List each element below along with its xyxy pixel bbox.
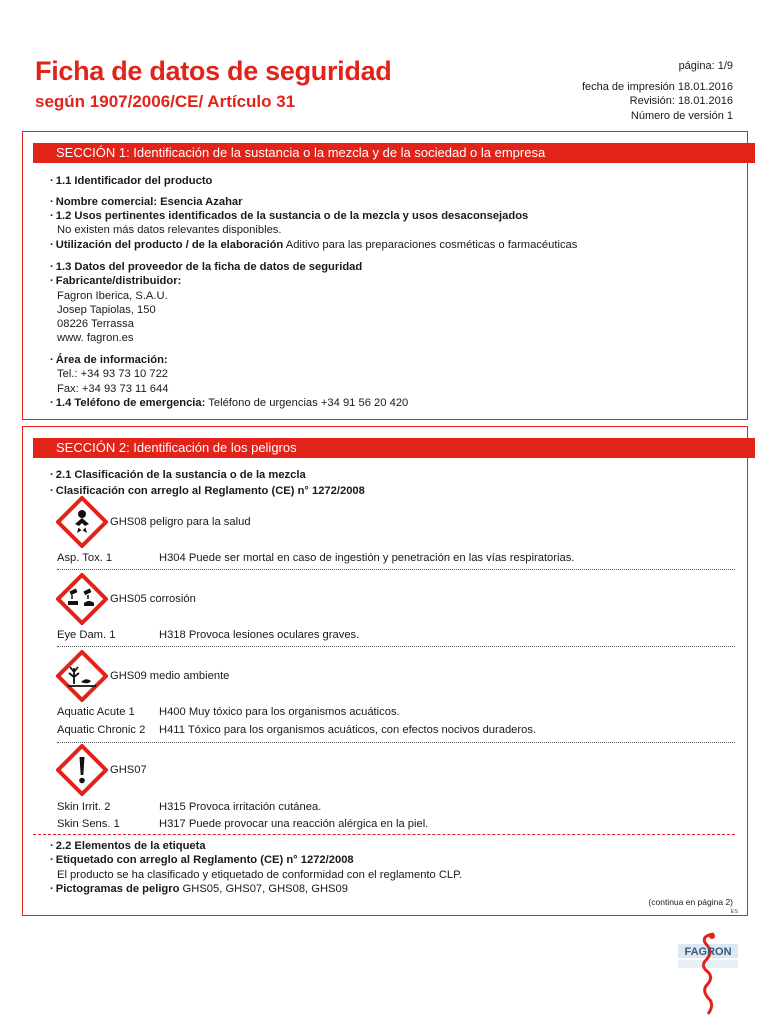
language-code: ES — [730, 909, 738, 915]
document-meta — [582, 59, 733, 123]
document-title: Ficha de datos de seguridad — [35, 56, 392, 86]
exclamation-icon — [56, 744, 108, 796]
manufacturer-label: · Fabricante/distribuidor: — [50, 275, 182, 287]
info-area-label: · Área de información: — [50, 354, 168, 366]
fagron-logo — [672, 930, 744, 1020]
company-city: 08226 Terrassa — [57, 318, 134, 330]
revision-date: Revisión: 18.01.2016 — [629, 95, 733, 108]
classification-regulation: · Clasificación con arreglo al Reglamento (CE) n° 1272/2008 — [50, 485, 365, 497]
hazard-class: Skin Irrit. 2 — [57, 801, 111, 813]
divider — [57, 646, 735, 647]
version-number: Número de versión 1 — [630, 109, 733, 122]
page-number: página: 1/9 — [678, 60, 733, 72]
hazard-statement: H411 Tóxico para los organismos acuáticos, con efectos nocivos duraderos. — [159, 724, 537, 736]
hazard-statement: H400 Muy tóxico para los organismos acuáticos. — [159, 706, 400, 718]
hazard-pictograms: · Pictogramas de peligro GHS05, GHS07, GHS08, GHS09 — [50, 883, 348, 895]
hazard-class: Eye Dam. 1 — [57, 629, 116, 641]
label-text: El producto se ha clasificado y etiquetado de conformidad con el reglamento CLP. — [57, 869, 463, 881]
hazard-statement: H318 Provoca lesiones oculares graves. — [159, 629, 360, 641]
section-divider — [33, 834, 735, 835]
environment-icon — [56, 650, 108, 702]
hazard-class: Aquatic Acute 1 — [57, 706, 135, 718]
hazard-statement: H304 Puede ser mortal en caso de ingestión y penetración en las vías respiratorias. — [159, 552, 575, 564]
company-website[interactable]: www. fagron.es — [57, 332, 134, 344]
fax-number: Fax: +34 93 73 11 644 — [57, 383, 169, 395]
no-data-text: No existen más datos relevantes disponibles. — [57, 224, 282, 236]
section-1-heading: SECCIÓN 1: Identificación de la sustancia o la mezcla y de la sociedad o la empresa — [33, 143, 755, 163]
hazard-class: Skin Sens. 1 — [57, 818, 120, 830]
divider — [57, 569, 735, 570]
phone-number: Tel.: +34 93 73 10 722 — [57, 368, 169, 380]
section-2-heading: SECCIÓN 2: Identificación de los peligros — [33, 438, 755, 458]
hazard-statement: H317 Puede provocar una reacción alérgica en la piel. — [159, 818, 429, 830]
company-name: Fagron Iberica, S.A.U. — [57, 290, 168, 302]
classification-heading: · 2.1 Clasificación de la sustancia o de la mezcla — [50, 469, 306, 481]
hazard-statement: H315 Provoca irritación cutánea. — [159, 801, 322, 813]
hazard-class: Asp. Tox. 1 — [57, 552, 113, 564]
label-regulation: · Etiquetado con arreglo al Reglamento (CE) n° 1272/2008 — [50, 854, 354, 866]
ghs09-label: GHS09 medio ambiente — [110, 670, 230, 682]
emergency-phone: · 1.4 Teléfono de emergencia: Teléfono de urgencias +34 91 56 20 420 — [50, 397, 409, 409]
health-hazard-icon — [56, 496, 108, 548]
company-street: Josep Tapiolas, 150 — [57, 304, 156, 316]
hazard-class: Aquatic Chronic 2 — [57, 724, 146, 736]
continued-note: (continua en página 2) — [648, 897, 733, 907]
trade-name: · Nombre comercial: Esencia Azahar — [50, 196, 243, 208]
product-use: · Utilización del producto / de la elaboración Aditivo para las preparaciones cosméticas o farmacéuticas — [50, 239, 578, 251]
ghs08-label: GHS08 peligro para la salud — [110, 516, 251, 528]
supplier-heading: · 1.3 Datos del proveedor de la ficha de datos de seguridad — [50, 261, 363, 273]
uses-heading: · 1.2 Usos pertinentes identificados de la sustancia o de la mezcla y usos desaconsejados — [50, 210, 529, 222]
corrosion-icon — [56, 573, 108, 625]
ghs07-label: GHS07 — [110, 764, 147, 776]
svg-text:FAGRON: FAGRON — [684, 946, 732, 958]
document-subtitle: según 1907/2006/CE/ Artículo 31 — [35, 92, 296, 111]
label-elements-heading: · 2.2 Elementos de la etiqueta — [50, 840, 206, 852]
product-identifier-heading: · 1.1 Identificador del producto — [50, 175, 213, 187]
divider — [57, 742, 735, 743]
ghs05-label: GHS05 corrosión — [110, 593, 196, 605]
print-date: fecha de impresión 18.01.2016 — [581, 80, 733, 93]
